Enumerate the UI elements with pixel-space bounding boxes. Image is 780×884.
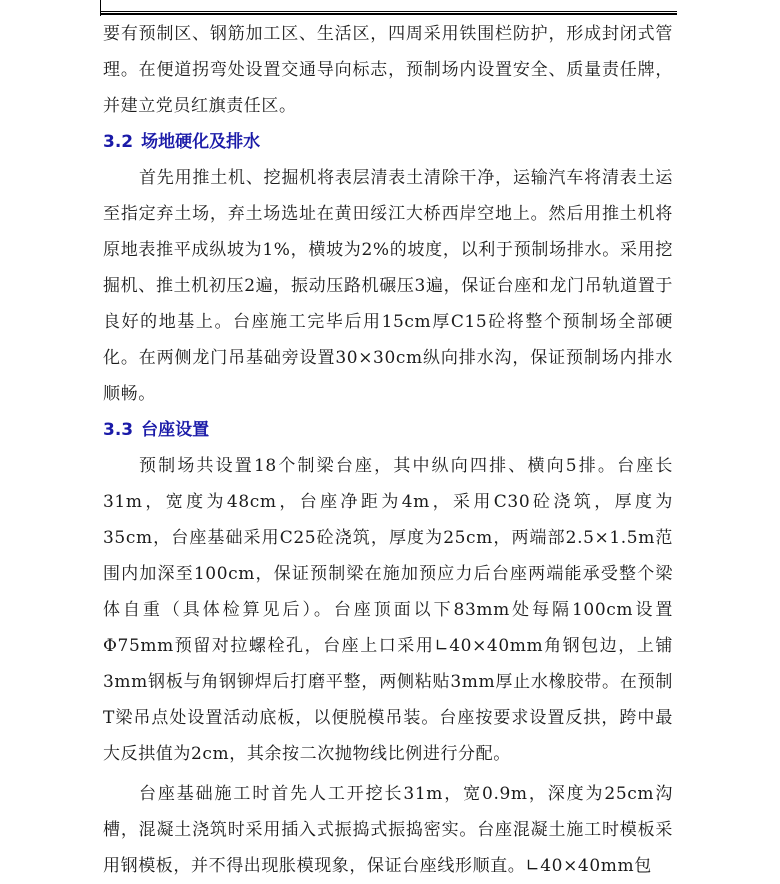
page-header — [0, 0, 780, 16]
paragraph: 首先用推土机、挖掘机将表层清表土清除干净，运输汽车将清表土运至指定弃土场，弃土场选址在黄田绥江大桥西岸空地上。然后用推土机将原地表推平成纵坡为1%，横坡为2%的坡度，以利于预制场排水。采用挖掘机、推土机初压2遍，振动压路机碾压3遍，保证台座和龙门吊轨道置于良好的地基上。台座施工完毕后用15cm厚C15砼将整个预制场全部硬化。在两侧龙门吊基础旁设置30×30cm纵向排水沟，保证预制场内排水顺畅。 — [103, 168, 673, 404]
section-title: 台座设置 — [141, 420, 210, 440]
paragraph: 台座基础施工时首先人工开挖长31m，宽0.9m，深度为25cm沟槽，混凝土浇筑时采用插入式振捣式振捣密实。台座混凝土施工时模板采用钢模板，并不得出现胀模现象，保证台座线形顺直。∟40×40mm包 — [103, 784, 673, 876]
paragraph-continued: 要有预制区、钢筋加工区、生活区，四周采用铁围栏防护，形成封闭式管理。在便道拐弯处设置交通导向标志，预制场内设置安全、质量责任牌，并建立党员红旗责任区。 — [103, 24, 673, 116]
section-heading-3-2 — [103, 124, 673, 160]
paragraph: 预制场共设置18个制梁台座，其中纵向四排、横向5排。台座长31m，宽度为48cm，台座净距为4m，采用C30砼浇筑，厚度为35cm，台座基础采用C25砼浇筑，厚度为25cm，两端部2.5×1.5m范围内加深至100cm，保证预制梁在施加预应力后台座两端能承受整个梁体自重（具体检算见后）。台座顶面以下83mm处每隔100cm设置Φ75mm预留对拉螺栓孔，台座上口采用∟40×40mm角钢包边，上铺3mm钢板与角钢铆焊后打磨平整，两侧粘贴3mm厚止水橡胶带。在预制T梁吊点处设置活动底板，以便脱模吊装。台座按要求设置反拱，跨中最大反拱值为2cm，其余按二次抛物线比例进行分配。 — [103, 456, 673, 764]
section-title: 场地硬化及排水 — [141, 132, 261, 152]
header-rule-thin — [101, 11, 677, 12]
section-heading-3-3 — [103, 412, 673, 448]
document-body — [103, 16, 673, 884]
section-number: 3.3 — [103, 420, 134, 440]
header-rule-thick — [101, 13, 677, 15]
section-number: 3.2 — [103, 132, 134, 152]
